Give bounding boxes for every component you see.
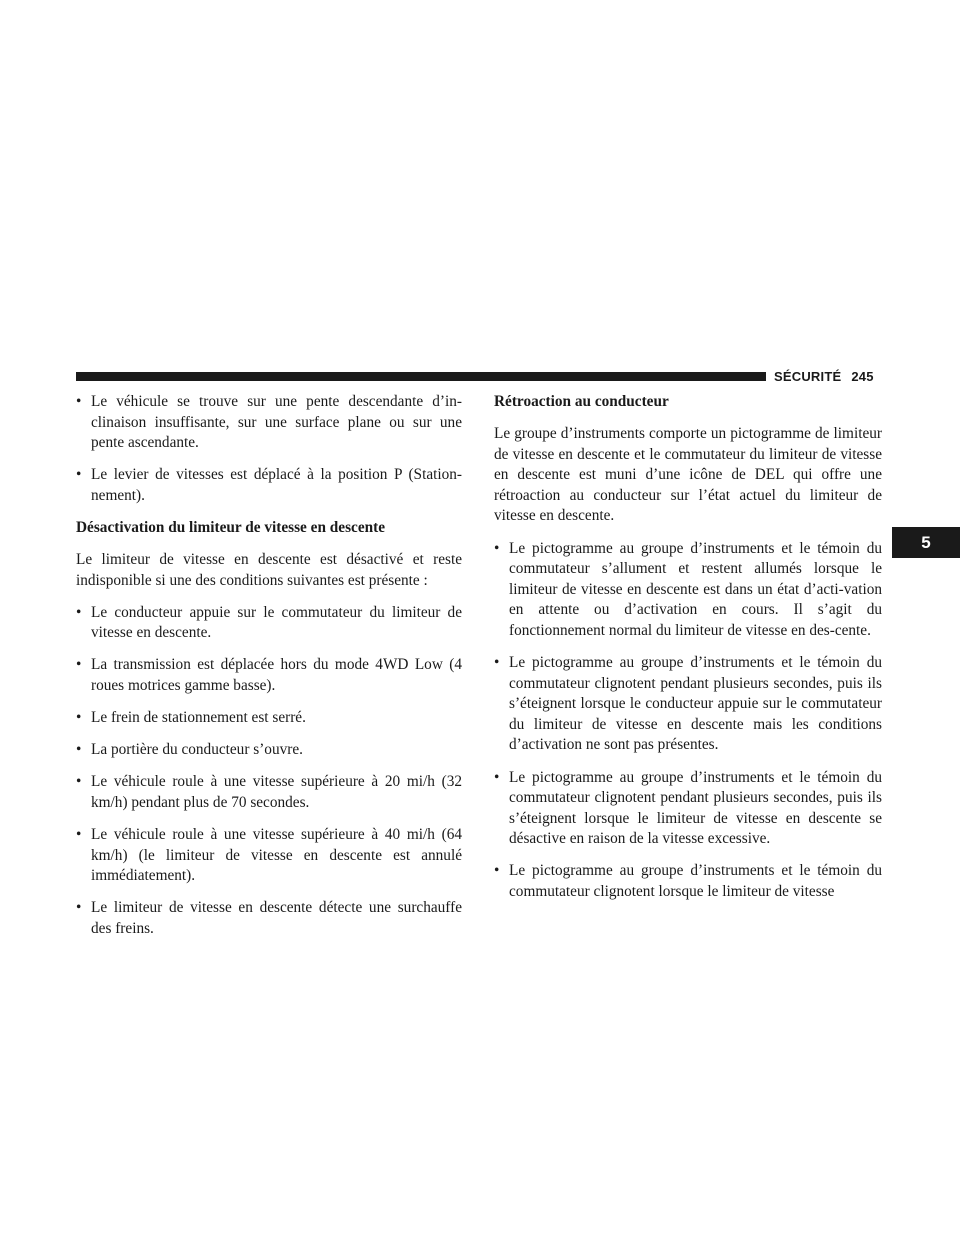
bullet-icon: • [76,603,82,621]
condition-bullet-list [76,603,462,940]
list-item: • Le pictogramme au groupe d’instruments et le témoin du commutateur clignotent lorsque le limiteur de vitesse [494,862,882,900]
body-paragraph: Le groupe d’instruments comporte un pictogramme de limiteur de vitesse en descente et le commutateur du limiteur de vitesse en descente est muni d’une icône de DEL qui offre une rétroaction au conducteur sur l’état actuel du limiteur de vitesse en descente. [494,425,882,525]
header-rule [76,372,766,381]
list-item: • Le frein de stationnement est serré. [76,708,462,729]
bullet-icon: • [76,826,82,843]
intro-bullet-list [76,392,462,506]
right-column [494,392,882,914]
bullet-icon: • [76,709,82,727]
list-item: • Le conducteur appuie sur le commutateur du limiteur de vitesse en descente. [76,603,462,642]
body-paragraph: Le limiteur de vitesse en descente est désactivé et reste indisponible si une des conditions suivantes est présente : [76,551,462,589]
list-item: • Le véhicule se trouve sur une pente descendante d’in-clinaison insuffisante, sur une surface plane ou sur une pente ascendante. [76,393,462,452]
list-item: • Le pictogramme au groupe d’instruments et le témoin du commutateur s’allument et restent allumés lorsque le limiteur de vitesse en descente est dans un état d’acti-vation en attente ou d’activation en cours. Il s’agit du fonctionnement normal du limiteur de vitesse en des-cente. [494,539,882,639]
list-item: • Le levier de vitesses est déplacé à la position P (Station-nement). [76,466,462,504]
list-item: • Le véhicule roule à une vitesse supérieure à 40 mi/h (64 km/h) (le limiteur de vitesse en descente est annulé immédiatement). [76,826,462,885]
bullet-icon: • [76,466,82,484]
section-heading: Désactivation du limiteur de vitesse en descente [76,518,386,536]
left-column [76,392,462,951]
bullet-icon: • [76,741,82,759]
bullet-icon: • [494,768,500,786]
list-item: • Le véhicule roule à une vitesse supérieure à 20 mi/h (32 km/h) pendant plus de 70 secondes. [76,773,462,811]
list-item: • Le pictogramme au groupe d’instruments et le témoin du commutateur clignotent pendant plusieurs secondes, puis ils s’éteignent lorsque le conducteur appuie sur le commutateur du limiteur de vitesse en descente mais les conditions d’activation ne sont pas présentes. [494,654,882,754]
feedback-bullet-list [494,539,882,903]
bullet-icon: • [76,656,82,674]
chapter-tab: 5 [892,527,960,558]
bullet-icon: • [76,899,82,917]
list-item: • La transmission est déplacée hors du mode 4WD Low (4 roues motrices gamme basse). [76,656,462,695]
list-item: • La portière du conducteur s’ouvre. [76,740,462,761]
section-heading: Rétroaction au conducteur [494,393,669,410]
bullet-icon: • [76,393,82,410]
list-item: • Le pictogramme au groupe d’instruments et le témoin du commutateur clignotent pendant plusieurs secondes, puis ils s’éteignent lorsque le limiteur de vitesse en descente se désactive en raison de la vitesse excessive. [494,768,882,848]
bullet-icon: • [494,862,500,880]
bullet-icon: • [76,773,82,791]
running-header [774,366,874,386]
page-number: 245 [851,368,874,384]
section-title: SÉCURITÉ [774,368,842,384]
bullet-icon: • [494,539,500,557]
bullet-icon: • [494,654,500,672]
list-item: • Le limiteur de vitesse en descente détecte une surchauffe des freins. [76,899,462,937]
